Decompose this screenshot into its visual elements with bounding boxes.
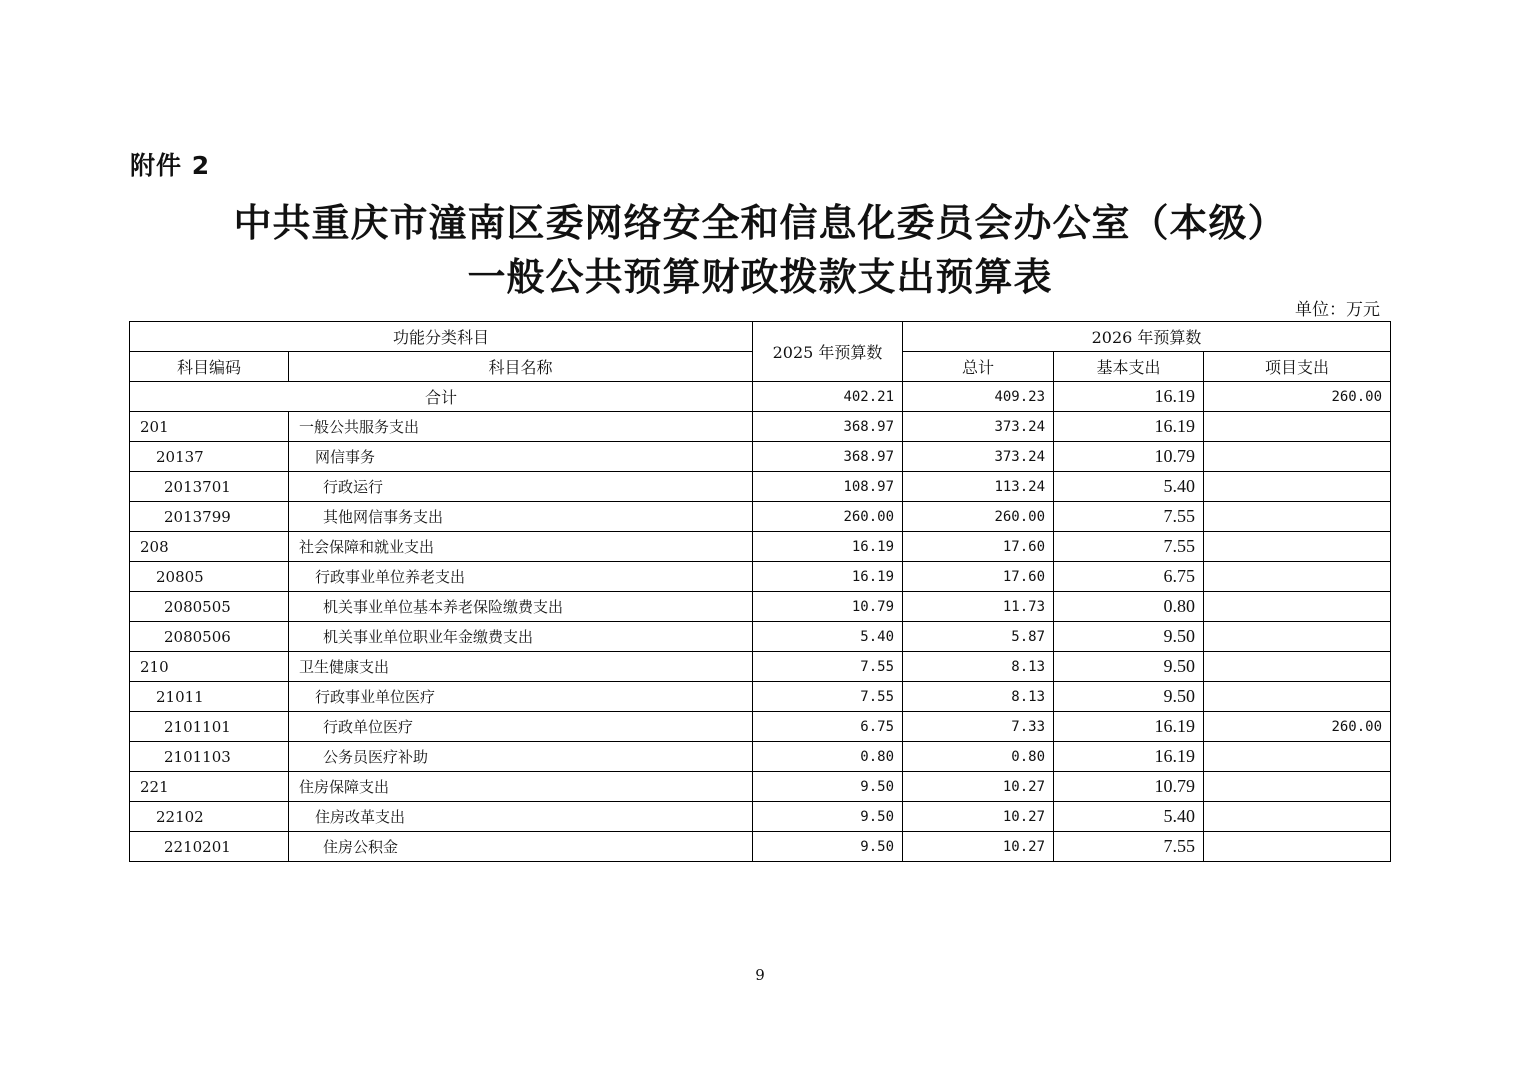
row-code: 21011 <box>130 682 289 712</box>
header-project: 项目支出 <box>1204 352 1391 382</box>
row-budget-2025: 16.19 <box>753 532 903 562</box>
table-row <box>130 592 1391 622</box>
row-budget-2025: 5.40 <box>753 622 903 652</box>
row-budget-2025: 9.50 <box>753 802 903 832</box>
row-name: 一般公共服务支出 <box>289 412 753 442</box>
header-row-1 <box>130 322 1391 352</box>
row-project <box>1204 472 1391 502</box>
row-total: 7.33 <box>903 712 1054 742</box>
row-code: 2101101 <box>130 712 289 742</box>
table-row <box>130 682 1391 712</box>
row-budget-2025: 108.97 <box>753 472 903 502</box>
row-project <box>1204 532 1391 562</box>
total-label: 合计 <box>130 382 753 412</box>
row-total: 5.87 <box>903 622 1054 652</box>
row-budget-2025: 10.79 <box>753 592 903 622</box>
table-row <box>130 472 1391 502</box>
row-name: 行政运行 <box>289 472 753 502</box>
row-total: 373.24 <box>903 412 1054 442</box>
row-code: 201 <box>130 412 289 442</box>
row-project <box>1204 802 1391 832</box>
row-code: 210 <box>130 652 289 682</box>
table-row <box>130 532 1391 562</box>
row-total: 373.24 <box>903 442 1054 472</box>
row-basic: 16.19 <box>1054 742 1204 772</box>
row-basic: 10.79 <box>1054 442 1204 472</box>
row-basic: 9.50 <box>1054 682 1204 712</box>
row-total: 10.27 <box>903 832 1054 862</box>
row-budget-2025: 9.50 <box>753 772 903 802</box>
row-total: 113.24 <box>903 472 1054 502</box>
row-total: 8.13 <box>903 652 1054 682</box>
row-budget-2025: 6.75 <box>753 712 903 742</box>
row-name: 行政单位医疗 <box>289 712 753 742</box>
row-name: 网信事务 <box>289 442 753 472</box>
row-basic: 7.55 <box>1054 502 1204 532</box>
row-total: 17.60 <box>903 532 1054 562</box>
row-code: 221 <box>130 772 289 802</box>
row-budget-2025: 260.00 <box>753 502 903 532</box>
row-code: 20137 <box>130 442 289 472</box>
row-project <box>1204 592 1391 622</box>
row-project <box>1204 502 1391 532</box>
row-budget-2025: 7.55 <box>753 652 903 682</box>
row-code: 2013799 <box>130 502 289 532</box>
row-name: 住房改革支出 <box>289 802 753 832</box>
header-func-class: 功能分类科目 <box>130 322 753 352</box>
row-total: 0.80 <box>903 742 1054 772</box>
row-basic: 6.75 <box>1054 562 1204 592</box>
row-total: 10.27 <box>903 772 1054 802</box>
row-basic: 9.50 <box>1054 622 1204 652</box>
total-budget-2025: 402.21 <box>753 382 903 412</box>
row-budget-2025: 368.97 <box>753 442 903 472</box>
row-basic: 16.19 <box>1054 412 1204 442</box>
table-row <box>130 652 1391 682</box>
row-project <box>1204 832 1391 862</box>
row-basic: 5.40 <box>1054 472 1204 502</box>
table-row <box>130 832 1391 862</box>
header-total: 总计 <box>903 352 1054 382</box>
row-budget-2025: 0.80 <box>753 742 903 772</box>
total-row <box>130 382 1391 412</box>
row-basic: 0.80 <box>1054 592 1204 622</box>
row-code: 2101103 <box>130 742 289 772</box>
row-total: 8.13 <box>903 682 1054 712</box>
row-budget-2025: 16.19 <box>753 562 903 592</box>
table-row <box>130 772 1391 802</box>
row-code: 22102 <box>130 802 289 832</box>
unit-label: 单位：万元 <box>1295 300 1380 320</box>
row-code: 2080505 <box>130 592 289 622</box>
row-basic: 10.79 <box>1054 772 1204 802</box>
table-row <box>130 742 1391 772</box>
row-code: 2080506 <box>130 622 289 652</box>
row-name: 行政事业单位养老支出 <box>289 562 753 592</box>
row-project <box>1204 412 1391 442</box>
row-total: 17.60 <box>903 562 1054 592</box>
row-budget-2025: 9.50 <box>753 832 903 862</box>
row-name: 机关事业单位职业年金缴费支出 <box>289 622 753 652</box>
table-row <box>130 442 1391 472</box>
total-project: 260.00 <box>1204 382 1391 412</box>
row-name: 社会保障和就业支出 <box>289 532 753 562</box>
total-total: 409.23 <box>903 382 1054 412</box>
row-project <box>1204 772 1391 802</box>
row-name: 住房公积金 <box>289 832 753 862</box>
header-basic: 基本支出 <box>1054 352 1204 382</box>
row-code: 208 <box>130 532 289 562</box>
row-code: 2210201 <box>130 832 289 862</box>
row-name: 住房保障支出 <box>289 772 753 802</box>
row-name: 其他网信事务支出 <box>289 502 753 532</box>
header-name: 科目名称 <box>289 352 753 382</box>
row-name: 卫生健康支出 <box>289 652 753 682</box>
page-number: 9 <box>755 966 765 984</box>
row-name: 机关事业单位基本养老保险缴费支出 <box>289 592 753 622</box>
table-row <box>130 622 1391 652</box>
total-basic: 16.19 <box>1054 382 1204 412</box>
row-total: 10.27 <box>903 802 1054 832</box>
row-code: 2013701 <box>130 472 289 502</box>
table-row <box>130 802 1391 832</box>
row-name: 行政事业单位医疗 <box>289 682 753 712</box>
row-budget-2025: 7.55 <box>753 682 903 712</box>
row-project <box>1204 742 1391 772</box>
row-total: 11.73 <box>903 592 1054 622</box>
row-basic: 16.19 <box>1054 712 1204 742</box>
row-project <box>1204 622 1391 652</box>
row-basic: 7.55 <box>1054 832 1204 862</box>
table-row <box>130 562 1391 592</box>
document-title: 中共重庆市潼南区委网络安全和信息化委员会办公室（本级） <box>233 200 1287 245</box>
row-total: 260.00 <box>903 502 1054 532</box>
header-budget-2025: 2025 年预算数 <box>753 322 903 382</box>
header-code: 科目编码 <box>130 352 289 382</box>
table-row <box>130 502 1391 532</box>
row-project: 260.00 <box>1204 712 1391 742</box>
row-project <box>1204 562 1391 592</box>
row-code: 20805 <box>130 562 289 592</box>
row-project <box>1204 682 1391 712</box>
row-name: 公务员医疗补助 <box>289 742 753 772</box>
row-budget-2025: 368.97 <box>753 412 903 442</box>
row-project <box>1204 442 1391 472</box>
attachment-label: 附件 2 <box>130 151 211 180</box>
row-project <box>1204 652 1391 682</box>
row-basic: 7.55 <box>1054 532 1204 562</box>
row-basic: 5.40 <box>1054 802 1204 832</box>
header-budget-2026: 2026 年预算数 <box>903 322 1391 352</box>
budget-table <box>129 321 1391 862</box>
document-subtitle: 一般公共预算财政拨款支出预算表 <box>467 254 1053 299</box>
table-row <box>130 412 1391 442</box>
table-row <box>130 712 1391 742</box>
row-basic: 9.50 <box>1054 652 1204 682</box>
